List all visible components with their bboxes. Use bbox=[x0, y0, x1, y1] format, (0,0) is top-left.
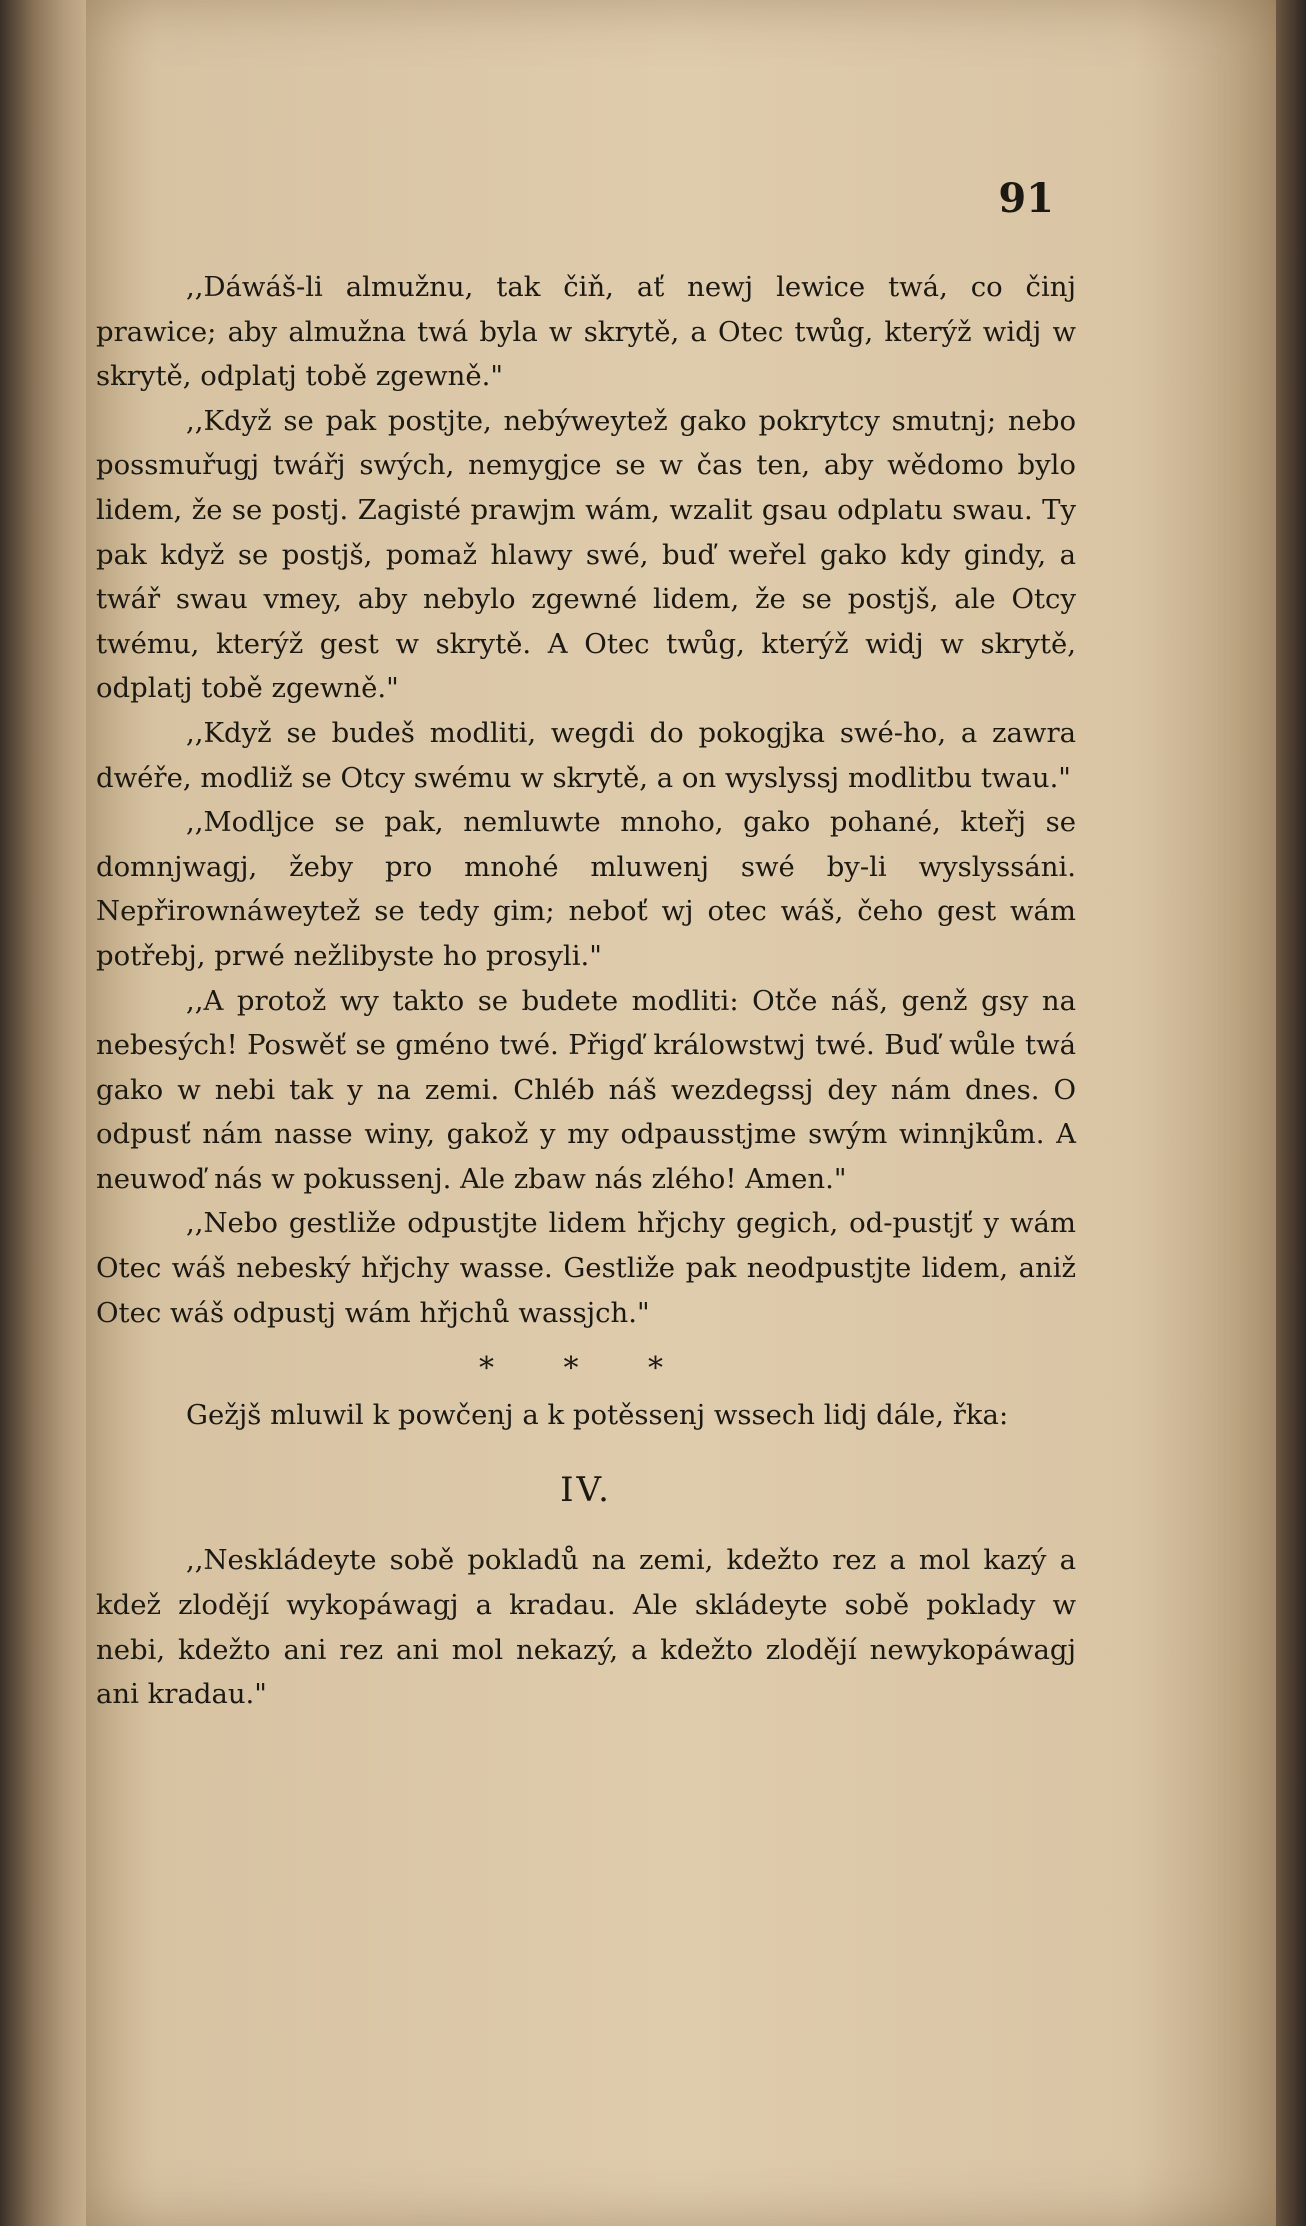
section-heading: IV. bbox=[560, 1469, 612, 1510]
page-text bbox=[96, 265, 1076, 1717]
section-separator: * * * bbox=[478, 1351, 694, 1387]
paragraph-prayer-room: ,,Když se budeš modliti, wegdi do pokogjka swé-ho, a zawra dwéře, modliž se Otcy swému w skrytě, a on wyslyssj modlitbu twau." bbox=[96, 716, 1076, 794]
paragraph-treasures: ,,Neskládeyte sobě pokladů na zemi, kdežto rez a mol kazý a kdež zlodějí wykopáwagj a kradau. Ale skládeyte sobě poklady w nebi, kdežto ani rez ani mol nekazý, a kdežto zlodějí newykopáwagj ani kradau." bbox=[96, 1544, 1076, 1711]
paragraph-almsgiving: ,,Dáwáš-li almužnu, tak čiň, ať newj lewice twá, co činj prawice; aby almužna twá byla w skrytě, a Otec twůg, kterýž widj w skrytě, odplatj tobě zgewně." bbox=[96, 271, 1076, 393]
paragraph-forgiveness: ,,Nebo gestliže odpustjte lidem hřjchy gegich, od-pustjť y wám Otec wáš nebeský hřjchy wasse. Gestliže pak neodpustjte lidem, aniž Otec wáš odpustj wám hřjchů wassjch." bbox=[96, 1207, 1076, 1329]
left-page-edge bbox=[0, 0, 86, 2226]
page-number: 91 bbox=[998, 175, 1054, 222]
right-page-edge bbox=[1276, 0, 1306, 2226]
intro-paragraph: Gežjš mluwil k powčenj a k potěssenj wssech lidj dále, řka: bbox=[186, 1399, 1009, 1432]
paragraph-prayer-words: ,,Modljce se pak, nemluwte mnoho, gako pohané, kteřj se domnjwagj, žeby pro mnohé mluwenj swé by-li wyslyssáni. Nepřirownáweytež se tedy gim; neboť wj otec wáš, čeho gest wám potřebj, prwé nežlibyste ho prosyli." bbox=[96, 806, 1076, 972]
paragraph-fasting: ,,Když se pak postjte, nebýweytež gako pokrytcy smutnj; nebo possmuřugj twářj swých, nemygjce se w čas ten, aby wědomo bylo lidem, že se postj. Zagisté prawjm wám, wzalit gsau odplatu swau. Ty pak když se postjš, pomaž hlawy swé, buď weřel gako kdy gindy, a twář swau vmey, aby nebylo zgewné lidem, že se postjš, ale Otcy twému, kterýž gest w skrytě. A Otec twůg, kterýž widj w skrytě, odplatj tobě zgewně." bbox=[96, 404, 1076, 705]
paragraph-lords-prayer: ,,A protož wy takto se budete modliti: Otče náš, genž gsy na nebesých! Poswěť se gméno twé. Přigď králowstwj twé. Buď wůle twá gako w nebi tak y na zemi. Chléb náš wezdegssj dey nám dnes. O odpusť nám nasse winy, gakož y my odpausstjme swým winnjkům. A neuwoď nás w pokussenj. Ale zbaw nás zlého! Amen." bbox=[96, 984, 1076, 1195]
